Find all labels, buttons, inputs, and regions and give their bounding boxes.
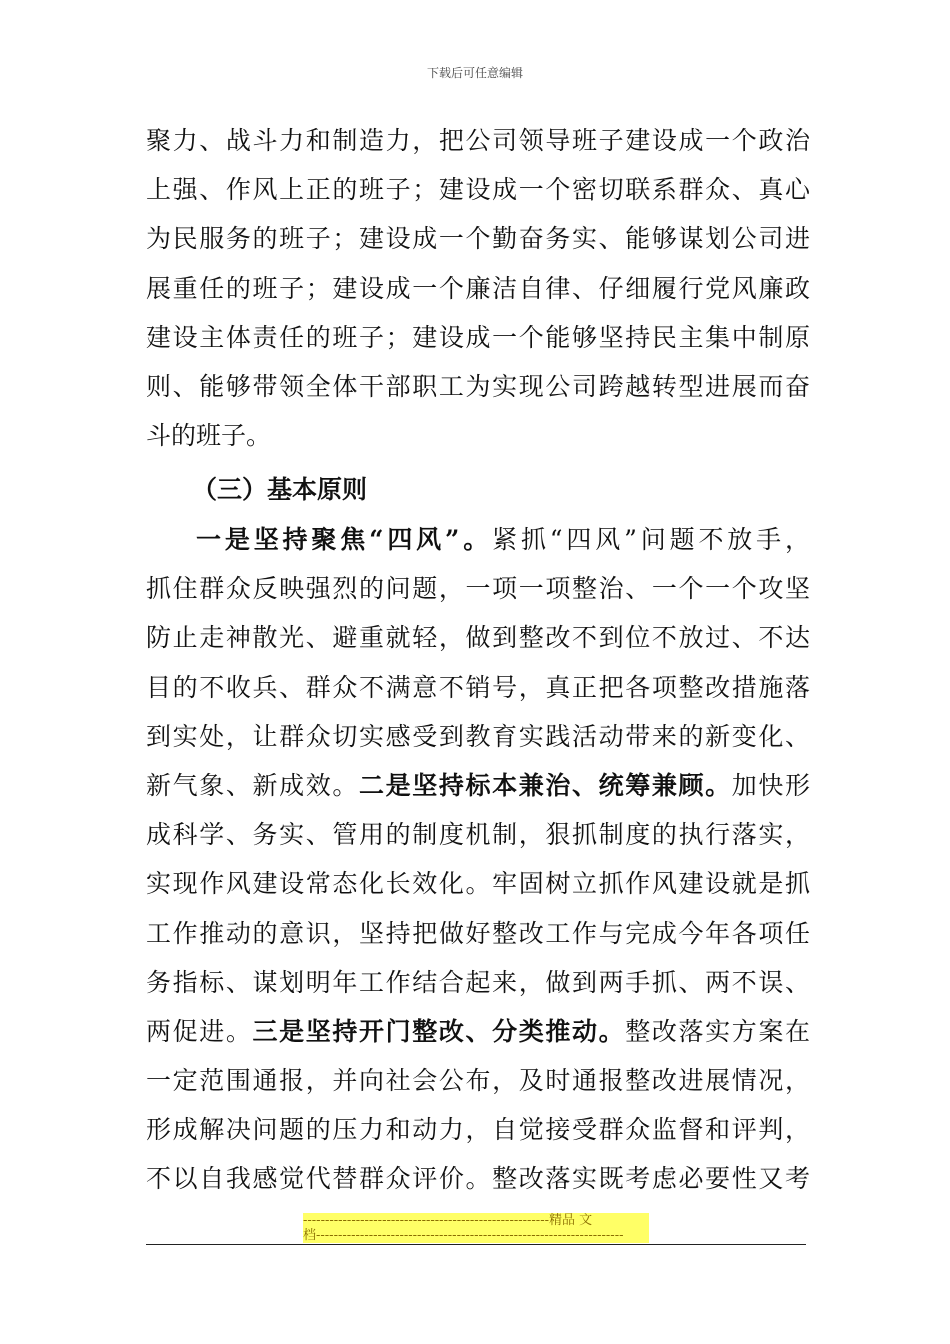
text-line	[146, 1007, 810, 1056]
footer-divider	[146, 1244, 806, 1245]
page-header: 下载后可任意编辑	[426, 66, 523, 80]
section-heading-block	[146, 465, 810, 514]
section-heading: （三）基本原则	[192, 475, 368, 504]
text-line: 则、能够带领全体干部职工为实现公司跨越转型进展而奋	[146, 371, 810, 401]
text-line: 防止走神散光、避重就轻，做到整改不到位不放过、不达	[146, 623, 810, 653]
principle-3-title: 三是坚持开门整改、分类推动。	[252, 1016, 626, 1046]
footer-watermark-line-2: 档----------------------------------------------------------------------	[303, 1228, 649, 1243]
text-line: 务指标、谋划明年工作结合起来，做到两手抓、两不误、	[146, 967, 810, 997]
text-line: 一定范围通报，并向社会公布，及时通报整改进展情况，	[146, 1066, 810, 1096]
text-run: 整改落实方案在	[625, 1016, 810, 1046]
text-line: 实现作风建设常态化长效化。牢固树立抓作风建设就是抓	[146, 869, 810, 899]
text-run: 加快形	[731, 770, 810, 800]
text-line: 上强、作风上正的班子；建设成一个密切联系群众、真心	[146, 175, 810, 205]
footer-watermark-line-1: --------------------------------------------------------精品 文	[303, 1213, 649, 1228]
text-line: 形成解决问题的压力和动力，自觉接受群众监督和评判，	[146, 1115, 810, 1145]
principle-1-title: 一是坚持聚焦“四风”。	[196, 525, 493, 554]
text-line: 展重任的班子；建设成一个廉洁自律、仔细履行党风廉政	[146, 273, 810, 303]
text-line: 成科学、务实、管用的制度机制，狠抓制度的执行落实，	[146, 820, 810, 850]
text-line	[146, 761, 810, 810]
text-line: 建设主体责任的班子；建设成一个能够坚持民主集中制原	[146, 322, 810, 352]
paragraph-2	[146, 515, 810, 1204]
text-line: 斗的班子。	[146, 421, 272, 451]
paragraph-1	[146, 116, 810, 460]
text-line: 工作推动的意识，坚持把做好整改工作与完成今年各项任	[146, 918, 810, 948]
text-line: 不以自我感觉代替群众评价。整改落实既考虑必要性又考	[146, 1164, 810, 1194]
text-line: 聚力、战斗力和制造力，把公司领导班子建设成一个政治	[146, 126, 810, 155]
principle-2-title: 二是坚持标本兼治、统筹兼顾。	[359, 770, 732, 800]
text-run: 新气象、新成效。	[146, 770, 359, 800]
text-line: 抓住群众反映强烈的问题，一项一项整治、一个一个攻坚	[146, 574, 810, 604]
text-line: 为民服务的班子；建设成一个勤奋务实、能够谋划公司进	[146, 224, 810, 254]
text-line: 目的不收兵、群众不满意不销号，真正把各项整改措施落	[146, 672, 810, 702]
text-line	[146, 515, 810, 564]
text-line: 到实处，让群众切实感受到教育实践活动带来的新变化、	[146, 721, 810, 751]
text-run: 两促进。	[146, 1016, 253, 1046]
text-run: 紧抓“四风”问题不放手，	[492, 525, 811, 554]
